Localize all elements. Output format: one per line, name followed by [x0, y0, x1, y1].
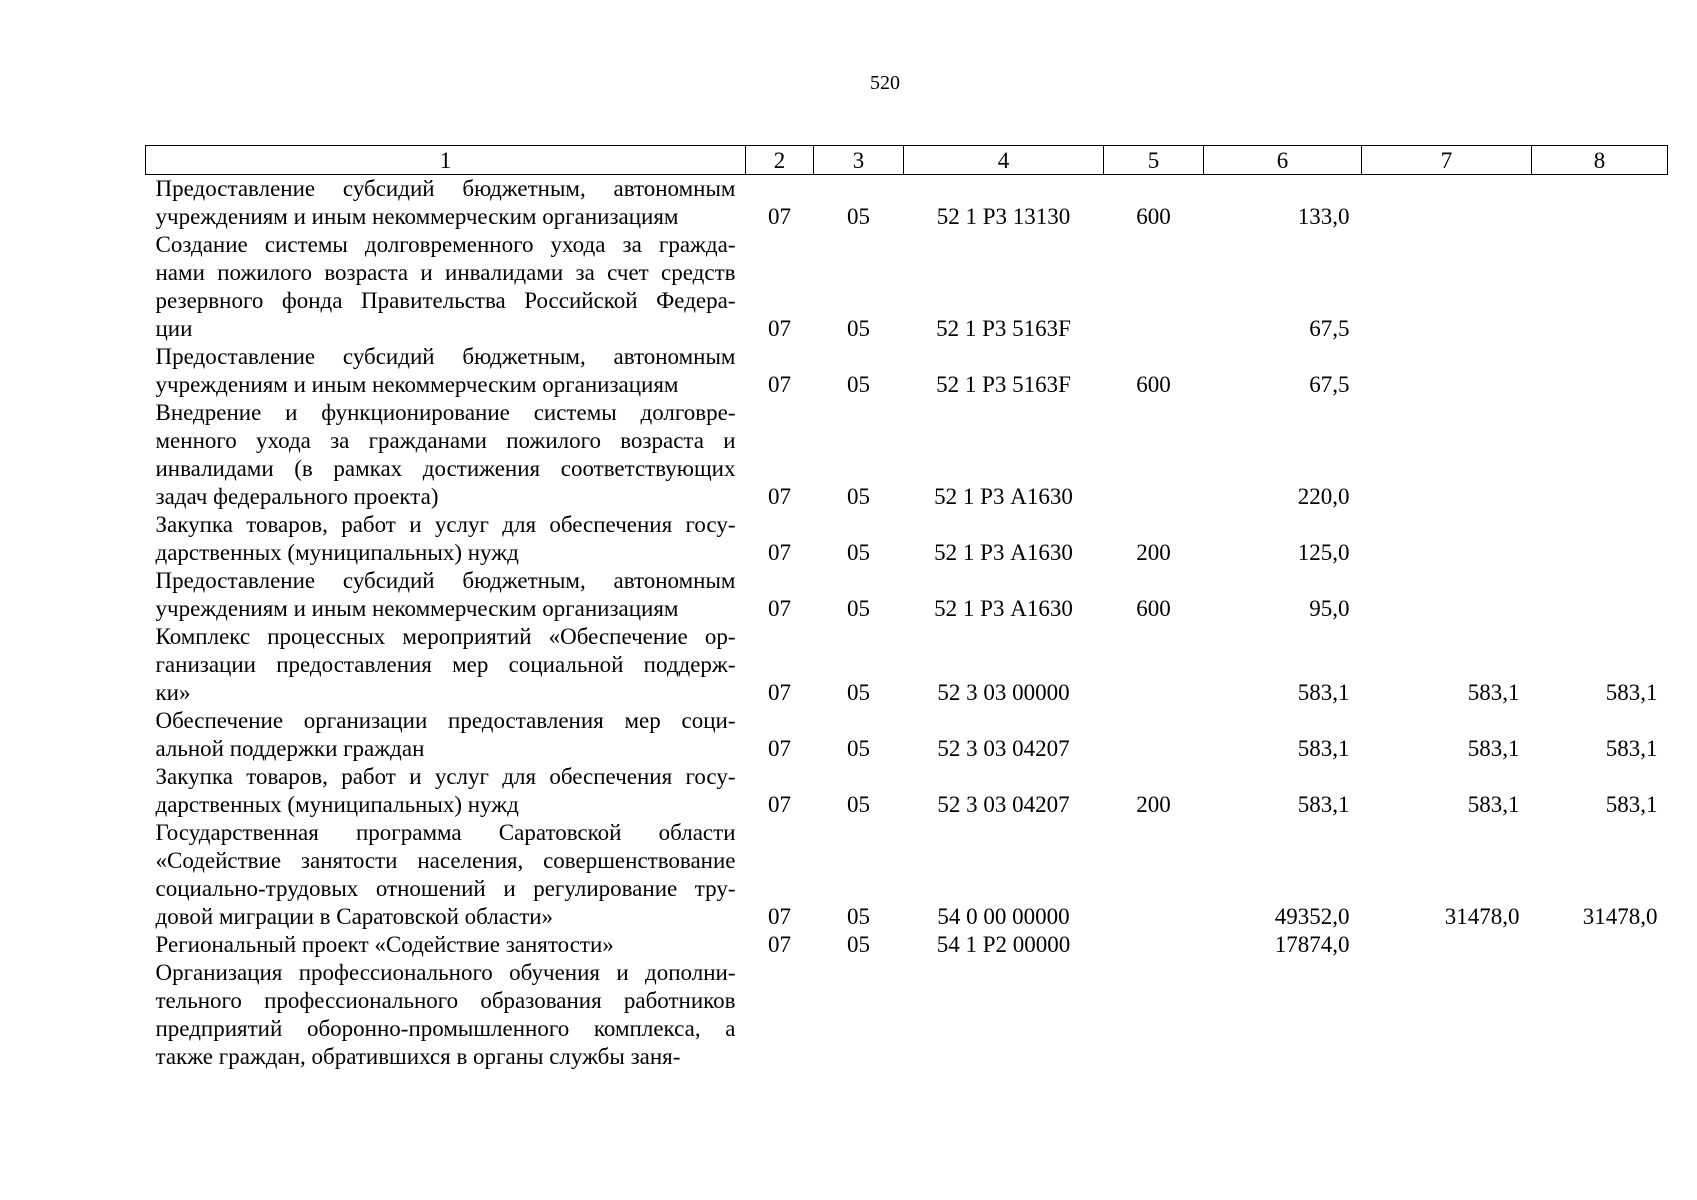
row-target-article: 52 1 Р3 5163F [936, 372, 1071, 397]
row-sum-col-8 [1532, 343, 1668, 399]
row-section: 07 [768, 484, 791, 509]
row-sum-col-6: 583,1 [1297, 736, 1350, 761]
table-header [146, 146, 1668, 175]
row-sum-col-8 [1532, 567, 1668, 623]
row-expense-type [1104, 231, 1204, 343]
row-name-line: Закупка товаров, работ и услуг для обеспечения госу- [155, 764, 736, 789]
row-name-line: Региональный проект «Содействие занятости» [155, 932, 614, 957]
row-name-line: Внедрение и функционирование системы долговре- [155, 400, 736, 425]
header-col-2: 2 [746, 146, 814, 175]
row-sum-col-8 [1532, 511, 1668, 567]
row-target-article: 54 0 00 00000 [937, 904, 1070, 929]
row-subsection: 05 [847, 372, 870, 397]
row-section [746, 959, 814, 1071]
row-expense-type: 600 [1136, 372, 1171, 397]
row-name-line: Предоставление субсидий бюджетным, автономным [155, 176, 736, 201]
row-sum-col-7: 583,1 [1467, 736, 1520, 761]
row-section: 07 [768, 372, 791, 397]
row-sum-col-7 [1362, 343, 1532, 399]
row-section: 07 [768, 932, 791, 957]
table-row [146, 931, 1668, 959]
row-sum-col-6: 67,5 [1309, 316, 1350, 341]
row-name [146, 959, 746, 1071]
row-sum-col-7 [1362, 959, 1532, 1071]
row-name-line: инвалидами (в рамках достижения соответствующих [155, 456, 736, 481]
table-row [146, 707, 1668, 763]
row-subsection: 05 [847, 204, 870, 229]
row-target-article [904, 959, 1104, 1071]
row-name-line: менного ухода за гражданами пожилого возраста и [155, 428, 736, 453]
row-expense-type [1104, 819, 1204, 931]
row-sum-col-7 [1362, 231, 1532, 343]
table-row [146, 623, 1668, 707]
row-name [146, 931, 746, 959]
row-subsection: 05 [847, 540, 870, 565]
row-name [146, 511, 746, 567]
row-subsection: 05 [847, 316, 870, 341]
row-sum-col-6: 133,0 [1297, 204, 1350, 229]
row-name-line: резервного фонда Правительства Российской Федера- [155, 288, 736, 313]
row-target-article: 52 1 Р3 5163F [936, 316, 1071, 341]
row-name-line: учреждениям и иным некоммерческим организациям [155, 372, 679, 397]
page-number: 520 [870, 72, 900, 94]
row-section: 07 [768, 596, 791, 621]
row-target-article: 52 3 03 04207 [937, 736, 1070, 761]
row-expense-type [1104, 931, 1204, 959]
row-name-line: Обеспечение организации предоставления мер соци- [155, 708, 736, 733]
row-section: 07 [768, 204, 791, 229]
row-sum-col-7 [1362, 511, 1532, 567]
table-body [146, 175, 1668, 1072]
row-name-line: социально-трудовых отношений и регулирование тру- [155, 876, 736, 901]
row-section: 07 [768, 540, 791, 565]
row-sum-col-7 [1362, 175, 1532, 232]
header-col-8: 8 [1532, 146, 1668, 175]
row-subsection: 05 [847, 736, 870, 761]
row-name-line: дарственных (муниципальных) нужд [155, 540, 519, 565]
row-sum-col-6: 125,0 [1297, 540, 1350, 565]
row-name [146, 399, 746, 511]
row-section: 07 [768, 736, 791, 761]
row-section: 07 [768, 904, 791, 929]
row-subsection: 05 [847, 680, 870, 705]
row-sum-col-6 [1204, 959, 1362, 1071]
row-subsection: 05 [847, 484, 870, 509]
budget-table [145, 145, 1668, 1071]
row-name-line: ции [155, 316, 193, 341]
row-expense-type: 200 [1136, 792, 1171, 817]
row-sum-col-6: 95,0 [1309, 596, 1350, 621]
row-target-article: 52 3 03 00000 [937, 680, 1070, 705]
header-col-3: 3 [814, 146, 904, 175]
row-name-line: ки» [155, 680, 191, 705]
row-sum-col-8: 583,1 [1605, 680, 1658, 705]
row-sum-col-6: 67,5 [1309, 372, 1350, 397]
row-name-line: учреждениям и иным некоммерческим организациям [155, 596, 679, 621]
row-sum-col-8 [1532, 175, 1668, 232]
row-sum-col-6: 583,1 [1297, 680, 1350, 705]
row-subsection: 05 [847, 792, 870, 817]
row-expense-type: 600 [1136, 596, 1171, 621]
row-section: 07 [768, 680, 791, 705]
row-sum-col-8: 583,1 [1605, 736, 1658, 761]
row-name-line: нами пожилого возраста и инвалидами за счет средств [155, 260, 736, 285]
row-subsection: 05 [847, 904, 870, 929]
table-row [146, 763, 1668, 819]
row-sum-col-6: 49352,0 [1274, 904, 1350, 929]
row-sum-col-7 [1362, 931, 1532, 959]
row-name-line: учреждениям и иным некоммерческим организациям [155, 204, 679, 229]
row-name-line: также граждан, обратившихся в органы службы заня- [155, 1044, 681, 1069]
row-name-line: Создание системы долговременного ухода за гражда- [155, 232, 736, 257]
row-name [146, 819, 746, 931]
row-expense-type: 200 [1136, 540, 1171, 565]
row-sum-col-8: 31478,0 [1582, 904, 1658, 929]
row-name-line: ганизации предоставления мер социальной поддерж- [155, 652, 736, 677]
table-row [146, 231, 1668, 343]
row-name-line: задач федерального проекта) [155, 484, 439, 509]
row-name [146, 231, 746, 343]
row-name-line: довой миграции в Саратовской области» [155, 904, 554, 929]
row-subsection: 05 [847, 596, 870, 621]
row-name-line: «Содействие занятости населения, совершенствование [155, 848, 736, 873]
row-name [146, 175, 746, 232]
row-sum-col-8 [1532, 959, 1668, 1071]
header-row [146, 146, 1668, 175]
table-row [146, 567, 1668, 623]
table-row [146, 343, 1668, 399]
row-target-article: 52 3 03 04207 [937, 792, 1070, 817]
row-sum-col-7: 31478,0 [1444, 904, 1520, 929]
row-expense-type [1104, 399, 1204, 511]
header-col-7: 7 [1362, 146, 1532, 175]
row-sum-col-8 [1532, 231, 1668, 343]
table-row [146, 399, 1668, 511]
row-name-line: тельного профессионального образования работников [155, 988, 736, 1013]
row-section: 07 [768, 316, 791, 341]
row-name-line: Закупка товаров, работ и услуг для обеспечения госу- [155, 512, 736, 537]
row-sum-col-8 [1532, 399, 1668, 511]
row-expense-type [1104, 707, 1204, 763]
row-subsection [814, 959, 904, 1071]
row-name-line: Государственная программа Саратовской области [155, 820, 736, 845]
header-col-1: 1 [146, 146, 746, 175]
table-row [146, 959, 1668, 1071]
row-sum-col-8: 583,1 [1605, 792, 1658, 817]
row-target-article: 52 1 Р3 А1630 [934, 540, 1073, 565]
row-expense-type [1104, 959, 1204, 1071]
row-sum-col-6: 220,0 [1297, 484, 1350, 509]
row-name [146, 567, 746, 623]
row-name [146, 343, 746, 399]
row-sum-col-8 [1532, 931, 1668, 959]
header-col-6: 6 [1204, 146, 1362, 175]
row-name-line: дарственных (муниципальных) нужд [155, 792, 519, 817]
row-name-line: предприятий оборонно-промышленного комплекса, а [155, 1016, 736, 1041]
row-expense-type: 600 [1136, 204, 1171, 229]
row-sum-col-7 [1362, 399, 1532, 511]
row-target-article: 52 1 Р3 А1630 [934, 484, 1073, 509]
row-expense-type [1104, 623, 1204, 707]
row-sum-col-7: 583,1 [1467, 680, 1520, 705]
row-name [146, 707, 746, 763]
table-row [146, 819, 1668, 931]
row-name [146, 623, 746, 707]
row-sum-col-6: 583,1 [1297, 792, 1350, 817]
table-row [146, 175, 1668, 232]
row-name-line: альной поддержки граждан [155, 736, 425, 761]
header-col-4: 4 [904, 146, 1104, 175]
row-sum-col-7 [1362, 567, 1532, 623]
row-name-line: Предоставление субсидий бюджетным, автономным [155, 568, 736, 593]
row-sum-col-7: 583,1 [1467, 792, 1520, 817]
row-target-article: 52 1 Р3 13130 [936, 204, 1071, 229]
table-row [146, 511, 1668, 567]
row-name-line: Организация профессионального обучения и дополни- [155, 960, 736, 985]
row-name-line: Предоставление субсидий бюджетным, автономным [155, 344, 736, 369]
row-subsection: 05 [847, 932, 870, 957]
row-name [146, 763, 746, 819]
header-col-5: 5 [1104, 146, 1204, 175]
row-sum-col-6: 17874,0 [1274, 932, 1350, 957]
row-section: 07 [768, 792, 791, 817]
row-target-article: 54 1 Р2 00000 [936, 932, 1071, 957]
row-target-article: 52 1 Р3 А1630 [934, 596, 1073, 621]
row-name-line: Комплекс процессных мероприятий «Обеспечение ор- [155, 624, 736, 649]
